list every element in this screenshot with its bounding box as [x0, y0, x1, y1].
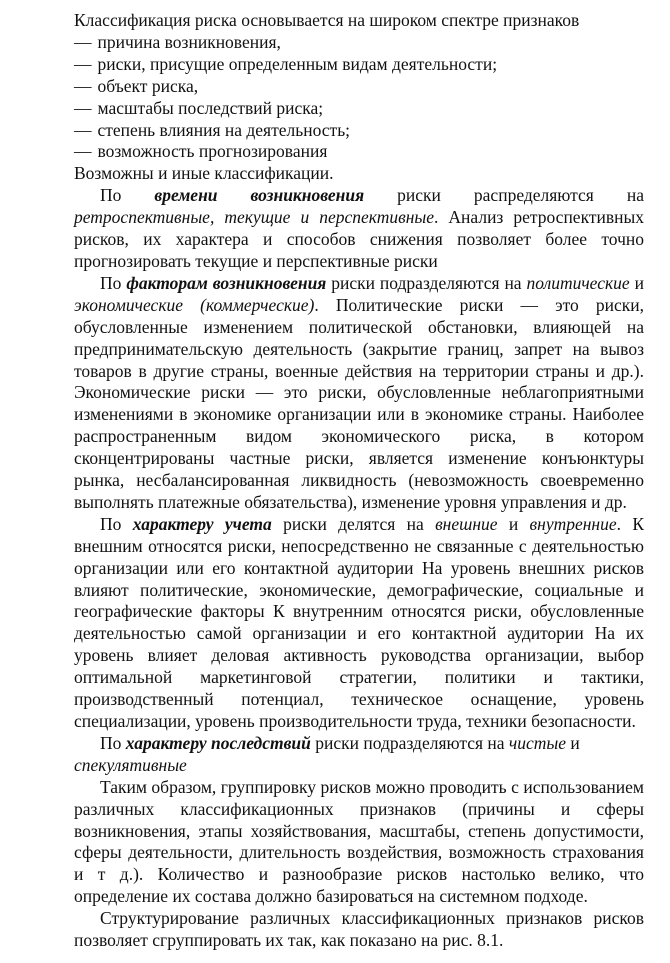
- paragraph-consequences: [74, 733, 644, 777]
- dash-mark: —: [74, 31, 92, 52]
- list-item: [74, 76, 644, 98]
- term-emphasis: факторам возникновения: [126, 272, 327, 293]
- dash-mark: —: [74, 53, 92, 74]
- dash-mark: —: [74, 119, 92, 140]
- intro-line: Классификация риска основывается на широком спектре признаков: [74, 10, 580, 30]
- text-run: и: [497, 513, 530, 534]
- term-emphasis: характеру учета: [132, 513, 272, 534]
- text-run: риски распределяются на: [364, 185, 644, 206]
- paragraph-summary: Таким образом, группировку рисков можно проводить с использованием различных классификационных признаков (причины и сферы возникновения, этапы хозяйствования, масштабы, степень допустимости, сферы деятельности, длительность воздействия, возможность страхования и т д.). Количество и разнообразие рисков настолько велико, что определение их состава должно базироваться на системном подходе.: [74, 776, 644, 907]
- text-run: и: [629, 272, 644, 293]
- list-item-text: степень влияния на деятельность;: [97, 119, 351, 140]
- list-item: [74, 54, 644, 76]
- kinds-emphasis: внутренние: [529, 513, 617, 534]
- dash-mark: —: [74, 75, 92, 96]
- term-emphasis: времени возникновения: [154, 185, 365, 206]
- list-item-text: возможность прогнозирования: [97, 141, 328, 162]
- text-run: риски подразделяются на: [326, 272, 527, 293]
- list-item: [74, 141, 644, 163]
- text-run: По: [100, 272, 127, 293]
- term-emphasis: характеру последствий: [125, 732, 311, 753]
- paragraph-accounting: [74, 514, 644, 733]
- text-run: По: [100, 185, 155, 206]
- text-run: . К внешним относятся риски, непосредственно не связанные с деятельностью организации или его контактной аудитории На уровень внешних рисков влияют политические, экономические, демографические, социальные и географические факторы К внутренним относятся риски, обусловленные деятельностью самой организации и его контактной аудитории На их уровень влияет деловая активность руководства организации, выбор оптимальной маркетинговой стратегии, политики и тактики, производственный потенциал, техническое оснащение, уровень специализации, уровень производительности труда, техники безопасности.: [74, 513, 645, 731]
- text-run: . Анализ ретроспективных рисков, их характера и способов снижения позволяет более точно прогнозировать текущие и перспективные риски: [74, 207, 644, 271]
- list-item: [74, 32, 644, 54]
- dash-mark: —: [74, 97, 92, 118]
- paragraph-time-of-origin: [74, 185, 644, 273]
- kinds-emphasis: экономические (коммерческие): [74, 294, 315, 315]
- list-item-text: риски, присущие определенным видам деятельности;: [97, 53, 498, 74]
- text-run: По: [100, 732, 126, 753]
- paragraph-structuring: Структурирование различных классификационных признаков рисков позволяет сгруппировать их так, как показано на рис. 8.1.: [74, 908, 644, 951]
- text-run: По: [100, 513, 133, 534]
- kinds-emphasis: спекулятивные: [74, 754, 187, 775]
- list-item: [74, 98, 644, 120]
- list-item: [74, 120, 644, 142]
- list-item-text: причина возникновения,: [97, 31, 281, 52]
- kinds-emphasis: политические: [526, 272, 630, 293]
- document-page: [74, 10, 644, 952]
- text-run: . Политические риски — это риски, обусловленные изменением политической обстановки, влияющей на предпринимательскую деятельность (закрытие границ, запрет на вывоз товаров в другие страны, военные действия на территории страны и др.). Экономические риски — это риски, обусловленные неблагоприятными изменениями в экономике организации или в экономике страны. Наиболее распространенным видом экономического риска, в котором сконцентрированы частные риски, является изменение конъюнктуры рынка, несбалансированная ликвидность (невозможность своевременно выполнять платежные обязательства), изменение уровня управления и др.: [74, 294, 644, 512]
- text-run: риски подразделяются на: [310, 732, 509, 753]
- list-item-text: масштабы последствий риска;: [97, 97, 324, 118]
- kinds-emphasis: внешние: [435, 513, 498, 534]
- criteria-list: [74, 32, 644, 163]
- kinds-emphasis: ретроспективные, текущие и перспективные: [74, 207, 435, 228]
- text-run: и: [566, 732, 580, 753]
- other-classifications: Возможны и иные классификации.: [74, 163, 334, 184]
- text-run: риски делятся на: [271, 513, 436, 534]
- list-item-text: объект риска,: [97, 75, 199, 96]
- dash-mark: —: [74, 141, 92, 162]
- kinds-emphasis: чистые: [508, 732, 567, 753]
- paragraph-factors: [74, 273, 644, 514]
